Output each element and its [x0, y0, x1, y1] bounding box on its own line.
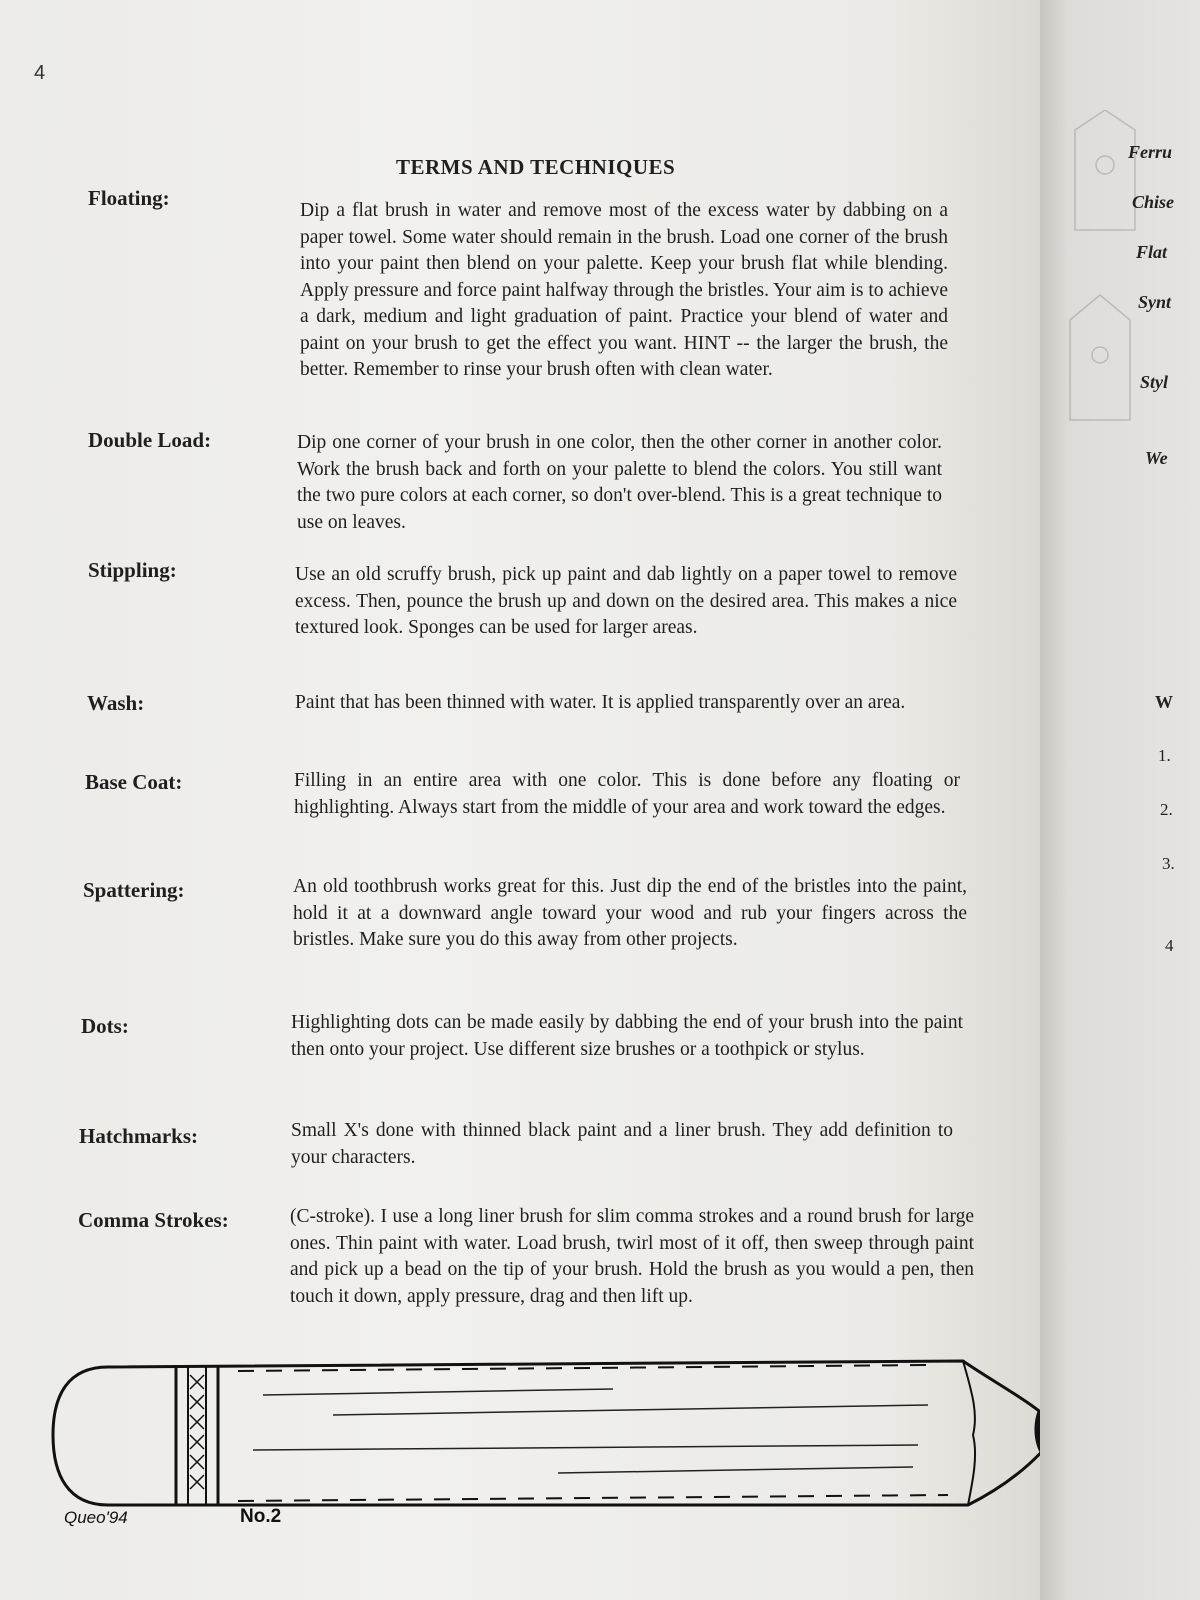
term-label: Hatchmarks: [79, 1124, 198, 1148]
adjacent-page-number: 1. [1158, 746, 1171, 765]
adjacent-page-number: 2. [1160, 800, 1173, 819]
adjacent-page-item: Flat [1136, 242, 1168, 262]
term-definition: Dip a flat brush in water and remove most of the excess water by dabbing on a paper towel. Some water should remain in the brush. Load one corner of the brush into your paint then blend on your palette. Keep your brush flat while blending. Apply pressure and force paint halfway through the bristles. Your aim is to achieve a dark, medium and light graduation of paint. Practice your blend of water and paint on your brush to get the effect you want. HINT -- the larger the brush, the better. Remember to rinse your brush often with clean water. [300, 200, 948, 380]
adjacent-page-number: 4 [1165, 936, 1174, 955]
adjacent-page-heading: W [1155, 692, 1173, 712]
adjacent-page-item: Synt [1138, 292, 1172, 312]
term-label: Base Coat: [85, 770, 183, 794]
term-definition: Small X's done with thinned black paint and a liner brush. They add definition to your characters. [291, 1120, 953, 1168]
pencil-label: No.2 [240, 1506, 282, 1527]
adjacent-page-item: Chise [1132, 192, 1175, 212]
term-label: Floating: [88, 186, 170, 210]
term-definition: Dip one corner of your brush in one color, then the other corner in another color. Work the brush back and forth on your palette to blend the colors. You still want the two pure colors at each corner, so don't over-blend. This is a great technique to use on leaves. [297, 432, 942, 533]
artist-signature: Queo'94 [64, 1508, 128, 1527]
pencil-illustration [48, 1355, 1088, 1535]
adjacent-page-number: 3. [1162, 854, 1175, 873]
term-definition: Paint that has been thinned with water. It is applied transparently over an area. [295, 692, 906, 713]
adjacent-page-item: Styl [1140, 372, 1169, 392]
adjacent-page-item: Ferru [1128, 142, 1173, 162]
term-label: Stippling: [88, 558, 177, 582]
page-title: TERMS AND TECHNIQUES [396, 155, 676, 179]
term-definition: An old toothbrush works great for this. Just dip the end of the bristles into the paint, hold it at a downward angle toward your wood and rub your fingers across the bristles. Make sure you do this away from other projects. [293, 876, 967, 950]
term-definition: Highlighting dots can be made easily by dabbing the end of your brush into the paint then onto your project. Use different size brushes or a toothpick or stylus. [291, 1012, 963, 1060]
term-definition: Filling in an entire area with one color. This is done before any floating or highlighting. Always start from the middle of your area and work toward the edges. [294, 770, 960, 818]
term-label: Wash: [87, 691, 145, 715]
term-label: Dots: [81, 1014, 129, 1038]
term-label: Double Load: [88, 428, 212, 452]
term-label: Comma Strokes: [78, 1208, 229, 1232]
page-number: 4 [34, 62, 46, 84]
term-definition: Use an old scruffy brush, pick up paint and dab lightly on a paper towel to remove excess. Then, pounce the brush up and down on the desired area. This makes a nice textured look. Sponges can be used for larger areas. [295, 564, 957, 638]
term-label: Spattering: [83, 878, 185, 902]
adjacent-page-item: We [1145, 448, 1168, 468]
term-definition: (C-stroke). I use a long liner brush for slim comma strokes and a round brush for large ones. Thin paint with water. Load brush, twirl most of it off, then sweep through paint and pick up a bead on the tip of your brush. Hold the brush as you would a pen, then touch it down, apply pressure, drag and then lift up. [290, 1206, 974, 1307]
pencil-drawing [48, 1355, 1088, 1535]
